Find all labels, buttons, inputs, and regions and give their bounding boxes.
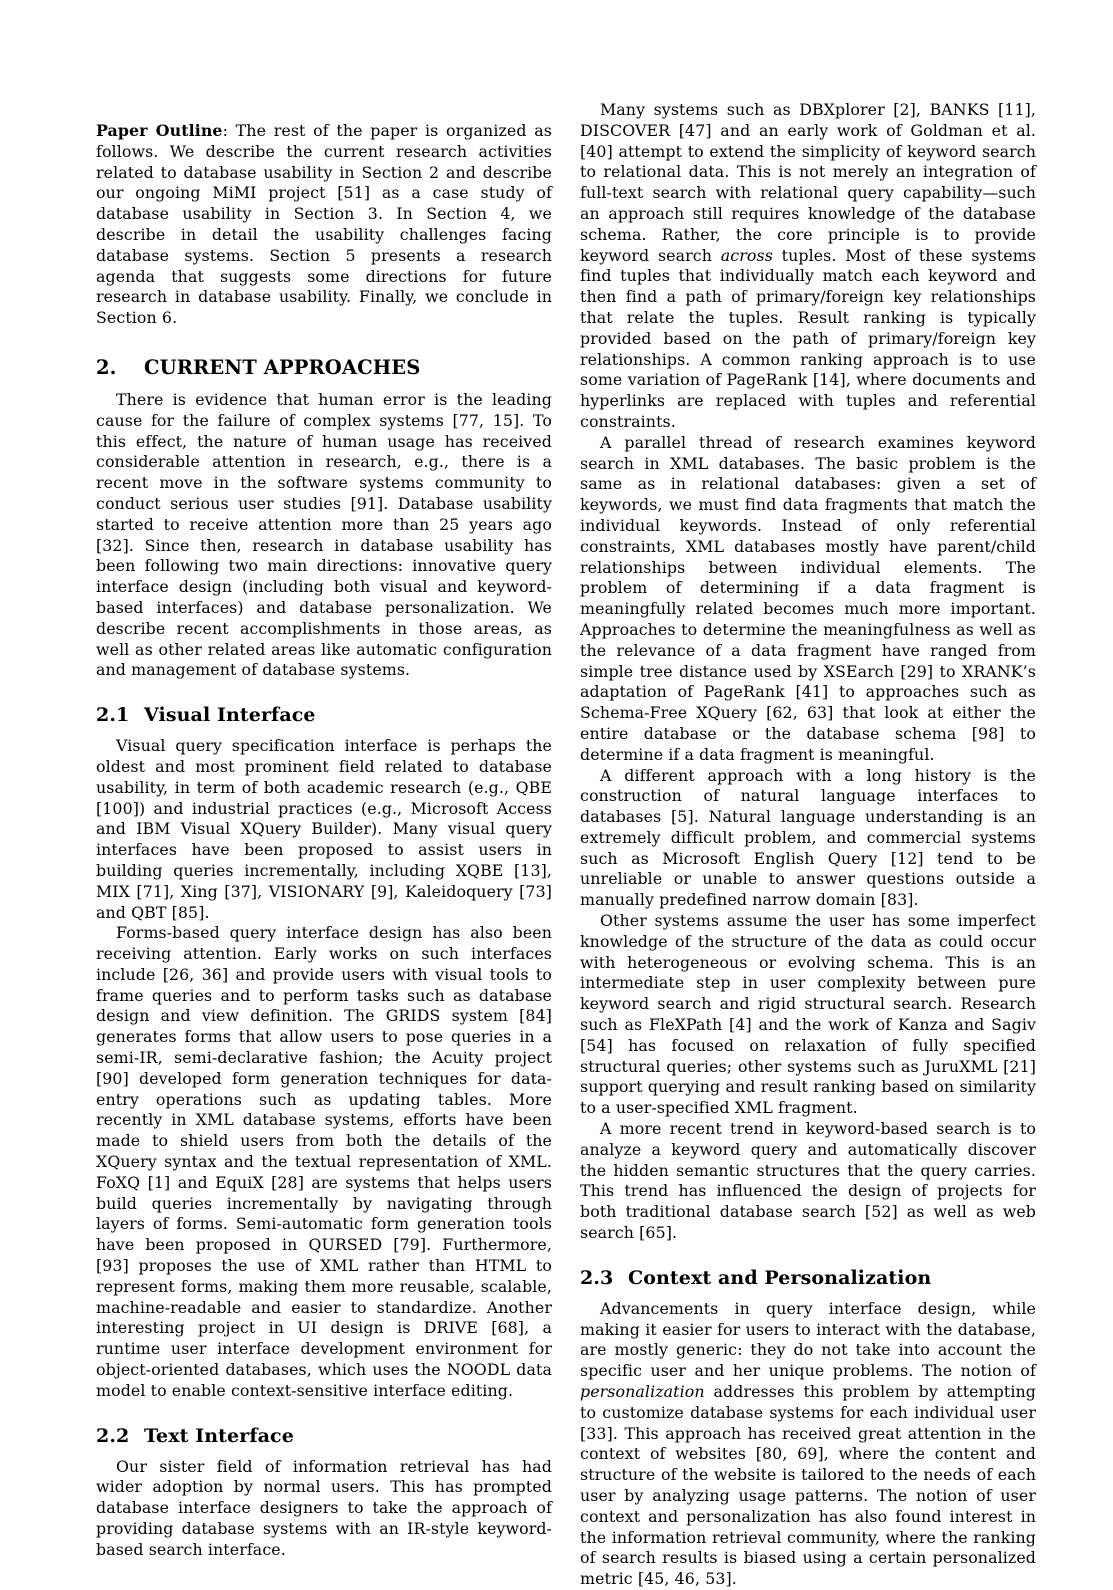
section-2-3-text-a: Advancements in query interface design, while making it easier for users to interact with the database, are mostly generic: they do not take into account the specific user and her unique problems. The notion of [580,1298,1036,1381]
keyword-search-paragraph [580,100,1036,433]
paper-outline-paragraph [96,121,552,329]
section-2-heading [96,356,552,380]
natural-language-paragraph: A different approach with a long history is the construction of natural language interfaces to databases [5]. Natural language understanding is an extremely difficult problem, and commercial systems such as Microsoft English Query [12] tend to be unreliable or unable to answer questions outside a manually predefined narrow domain [83]. [580,765,1036,910]
paper-outline-lead: Paper Outline [96,121,223,140]
section-2-2-paragraph-1: Our sister field of information retrieval has had wider adoption by normal users. This has prompted database interface designers to take the approach of providing database systems with an IR-style keyword-based search interface. [96,1456,552,1559]
section-2-1-number: 2.1 [96,704,130,727]
keyword-search-text-a: Many systems such as DBXplorer [2], BANKS [11], DISCOVER [47] and an early work of Goldman et al. [40] attempt to extend the simplicity of keyword search to relational data. This is not merely an integration of full-text search with relational query capability—such an approach still requires knowledge of the database schema. Rather, the core principle is to provide keyword search [580,100,1036,265]
keyword-search-italic: across [720,245,773,265]
section-2-paragraph: There is evidence that human error is the leading cause for the failure of complex systems [77, 15]. To this effect, the nature of human usage has received considerable attention in research, e.g., there is a recent move in the software systems community to conduct serious user studies [91]. Database usability started to receive attention more than 25 years ago [32]. Since then, research in database usability has been following two main directions: innovative query interface design (including both visual and keyword-based interfaces) and database personalization. We describe recent accomplishments in those areas, as well as other related areas like automatic configuration and management of database systems. [96,389,552,680]
right-column [580,100,1036,1589]
left-column [96,100,552,1559]
section-2-3-heading [580,1266,1036,1290]
section-2-3-text-b: addresses this problem by attempting to customize database systems for each individual user [33]. This approach has received great attention in the context of websites [80, 69], where the content and structure of the website is tailored to the needs of each user by analyzing usage patterns. The notion of user context and personalization has also found interest in the information retrieval community, where the ranking of search results is biased using a certain personalized metric [45, 46, 53]. [580,1382,1036,1589]
section-2-title: CURRENT APPROACHES [144,355,421,379]
section-2-3-italic: personalization [580,1382,705,1402]
paper-outline-text: : The rest of the paper is organized as follows. We describe the current research activities related to database usability in Section 2 and describe our ongoing MiMI project [51] as a case study of database usability in Section 3. In Section 4, we describe in detail the usability challenges facing database systems. Section 5 presents a research agenda that suggests some directions for future research in database usability. Finally, we conclude in Section 6. [96,121,552,328]
section-2-1-paragraph-2: Forms-based query interface design has also been receiving attention. Early works on such interfaces include [26, 36] and provide users with visual tools to frame queries and to perform tasks such as database design and view definition. The GRIDS system [84] generates forms that allow users to pose queries in a semi-IR, semi-declarative fashion; the Acuity project [90] developed form generation techniques for data-entry operations such as updating tables. More recently in XML database systems, efforts have been made to shield users from both the details of the XQuery syntax and the textual representation of XML. FoXQ [1] and EquiX [28] are systems that helps users build queries incrementally by navigating through layers of forms. Semi-automatic form generation tools have been proposed in QURSED [79]. Furthermore, [93] proposes the use of XML rather than HTML to represent forms, making them more reusable, scalable, machine-readable and easier to standardize. Another interesting project in UI design is DRIVE [68], a runtime user interface development environment for object-oriented databases, which uses the NOODL data model to enable context-sensitive interface editing. [96,923,552,1400]
section-2-2-title: Text Interface [144,1424,294,1447]
section-2-1-title: Visual Interface [144,704,316,727]
section-2-number: 2. [96,355,117,379]
section-2-3-title: Context and Personalization [628,1266,932,1289]
recent-trend-paragraph: A more recent trend in keyword-based search is to analyze a keyword query and automatically discover the hidden semantic structures that the query carries. This trend has influenced the design of projects for both traditional database search [52] as well as web search [65]. [580,1119,1036,1243]
section-2-2-heading [96,1424,552,1448]
section-2-3-paragraph [580,1299,1036,1590]
imperfect-knowledge-paragraph: Other systems assume the user has some imperfect knowledge of the structure of the data as could occur with heterogeneous or evolving schema. This is an intermediate step in user complexity between pure keyword search and rigid structural search. Research such as FleXPath [4] and the work of Kanza and Sagiv [54] has focused on relaxation of fully specified structural queries; other systems such as JuruXML [21] support querying and result ranking based on similarity to a user-specified XML fragment. [580,911,1036,1118]
xml-keyword-paragraph: A parallel thread of research examines keyword search in XML databases. The basic problem is the same as in relational databases: given a set of keywords, we must find data fragments that match the individual keywords. Instead of only referential constraints, XML databases mostly have parent/child relationships between individual elements. The problem of determining if a data fragment is meaningfully related becomes much more important. Approaches to determine the meaningfulness as well as the relevance of a data fragment have ranged from simple tree distance used by XSEarch [29] to XRANK’s adaptation of PageRank [41] to approaches such as Schema-Free XQuery [62, 63] that look at either the entire database or the database schema [98] to determine if a data fragment is meaningful. [580,432,1036,764]
section-2-2-number: 2.2 [96,1424,130,1447]
section-2-3-number: 2.3 [580,1266,614,1289]
section-2-1-heading [96,703,552,727]
keyword-search-text-b: tuples. Most of these systems find tuples that individually match each keyword and then find a path of primary/foreign key relationships that relate the tuples. Result ranking is typically provided based on the path of primary/foreign key relationships. A common ranking approach is to use some variation of PageRank [14], where documents and hyperlinks are replaced with tuples and referential constraints. [580,245,1036,431]
section-2-1-paragraph-1: Visual query specification interface is perhaps the oldest and most prominent field related to database usability, in term of both academic research (e.g., QBE [100]) and industrial practices (e.g., Microsoft Access and IBM Visual XQuery Builder). Many visual query interfaces have been proposed to assist users in building queries incrementally, including XQBE [13], MIX [71], Xing [37], VISIONARY [9], Kaleidoquery [73] and QBT [85]. [96,736,552,922]
